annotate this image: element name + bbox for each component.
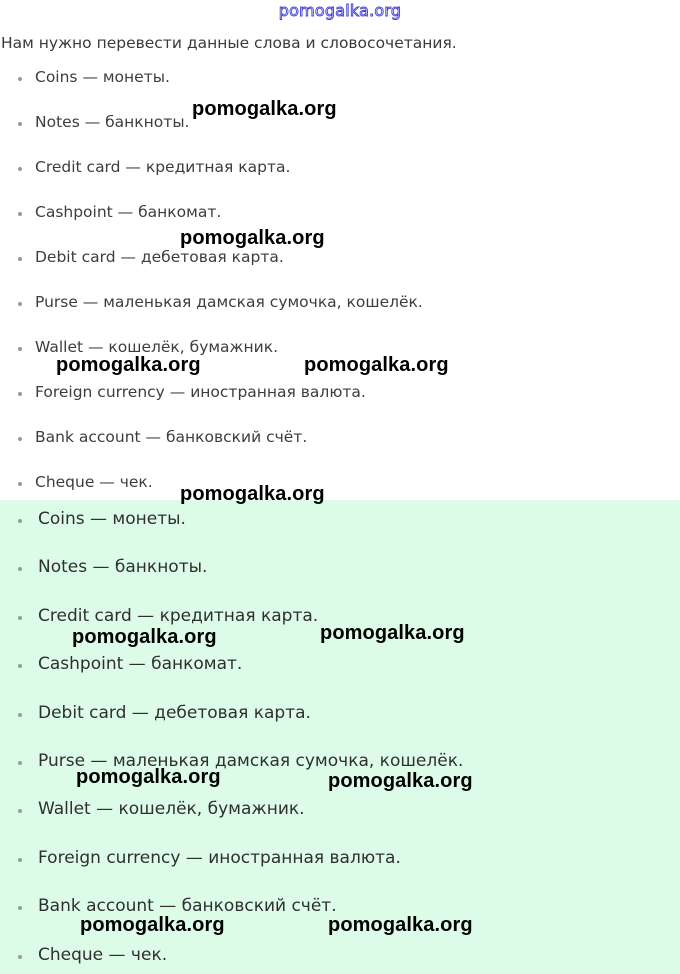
list-item-text: Debit card — дебетовая карта. (38, 703, 311, 723)
list-item-text: Cashpoint — банкомат. (35, 203, 222, 221)
bullet-icon (18, 519, 22, 523)
bullet-icon (18, 616, 22, 620)
list-item-text: Foreign currency — иностранная валюта. (38, 848, 401, 868)
list-item-text: Notes — банкноты. (35, 113, 190, 131)
list-item-text: Bank account — банковский счёт. (38, 896, 337, 916)
list-item-text: Bank account — банковский счёт. (35, 428, 308, 446)
list-item-text: Credit card — кредитная карта. (35, 158, 291, 176)
list-item (35, 428, 307, 446)
watermark: pomogalka.org (328, 770, 473, 792)
list-item (38, 848, 401, 868)
list-item-text: Notes — банкноты. (38, 557, 208, 577)
list-item (35, 113, 190, 131)
bullet-icon (18, 347, 22, 351)
watermark: pomogalka.org (304, 354, 449, 376)
list-item (35, 383, 366, 401)
list-item-text: Wallet — кошелёк, бумажник. (38, 799, 305, 819)
bullet-icon (18, 437, 22, 441)
bullet-icon (18, 482, 22, 486)
list-item (38, 703, 311, 723)
bullet-icon (18, 567, 22, 571)
bullet-icon (18, 955, 22, 959)
list-item (35, 68, 170, 86)
bullet-icon (18, 302, 22, 306)
site-header: pomogalka.org (278, 1, 402, 20)
list-item (38, 606, 318, 626)
list-item-text: Cashpoint — банкомат. (38, 654, 243, 674)
list-item-text: Purse — маленькая дамская сумочка, кошелёк. (35, 293, 423, 311)
list-item (38, 557, 207, 577)
bullet-icon (18, 809, 22, 813)
watermark: pomogalka.org (192, 98, 337, 120)
bullet-icon (18, 761, 22, 765)
intro-text: Нам нужно перевести данные слова и словосочетания. (1, 34, 457, 52)
list-item (38, 896, 337, 916)
bullet-icon (18, 858, 22, 862)
bullet-icon (18, 122, 22, 126)
list-item (38, 654, 242, 674)
watermark: pomogalka.org (80, 914, 225, 936)
watermark: pomogalka.org (328, 914, 473, 936)
bullet-icon (18, 713, 22, 717)
bullet-icon (18, 167, 22, 171)
watermark: pomogalka.org (56, 354, 201, 376)
watermark: pomogalka.org (72, 626, 217, 648)
list-item-text: Wallet — кошелёк, бумажник. (35, 338, 279, 356)
list-item (38, 945, 167, 965)
list-item (35, 293, 423, 311)
watermark: pomogalka.org (320, 622, 465, 644)
list-item-text: Coins — монеты. (35, 68, 170, 86)
list-item (38, 509, 186, 529)
bullet-icon (18, 664, 22, 668)
bullet-icon (18, 77, 22, 81)
watermark: pomogalka.org (180, 483, 325, 505)
list-item (35, 158, 290, 176)
bullet-icon (18, 906, 22, 910)
list-item-text: Coins — монеты. (38, 509, 186, 529)
list-item (35, 248, 284, 266)
list-item (35, 203, 221, 221)
list-item-text: Credit card — кредитная карта. (38, 606, 319, 626)
list-item-text: Cheque — чек. (38, 945, 168, 965)
list-item-text: Debit card — дебетовая карта. (35, 248, 284, 266)
answer-panel (0, 500, 680, 974)
list-item-text: Cheque — чек. (35, 473, 153, 491)
bullet-icon (18, 392, 22, 396)
list-item-text: Purse — маленькая дамская сумочка, кошелёк. (38, 751, 464, 771)
watermark: pomogalka.org (76, 766, 221, 788)
list-item (38, 799, 305, 819)
list-item (35, 473, 153, 491)
bullet-icon (18, 257, 22, 261)
list-item-text: Foreign currency — иностранная валюта. (35, 383, 366, 401)
bullet-icon (18, 212, 22, 216)
watermark: pomogalka.org (180, 227, 325, 249)
